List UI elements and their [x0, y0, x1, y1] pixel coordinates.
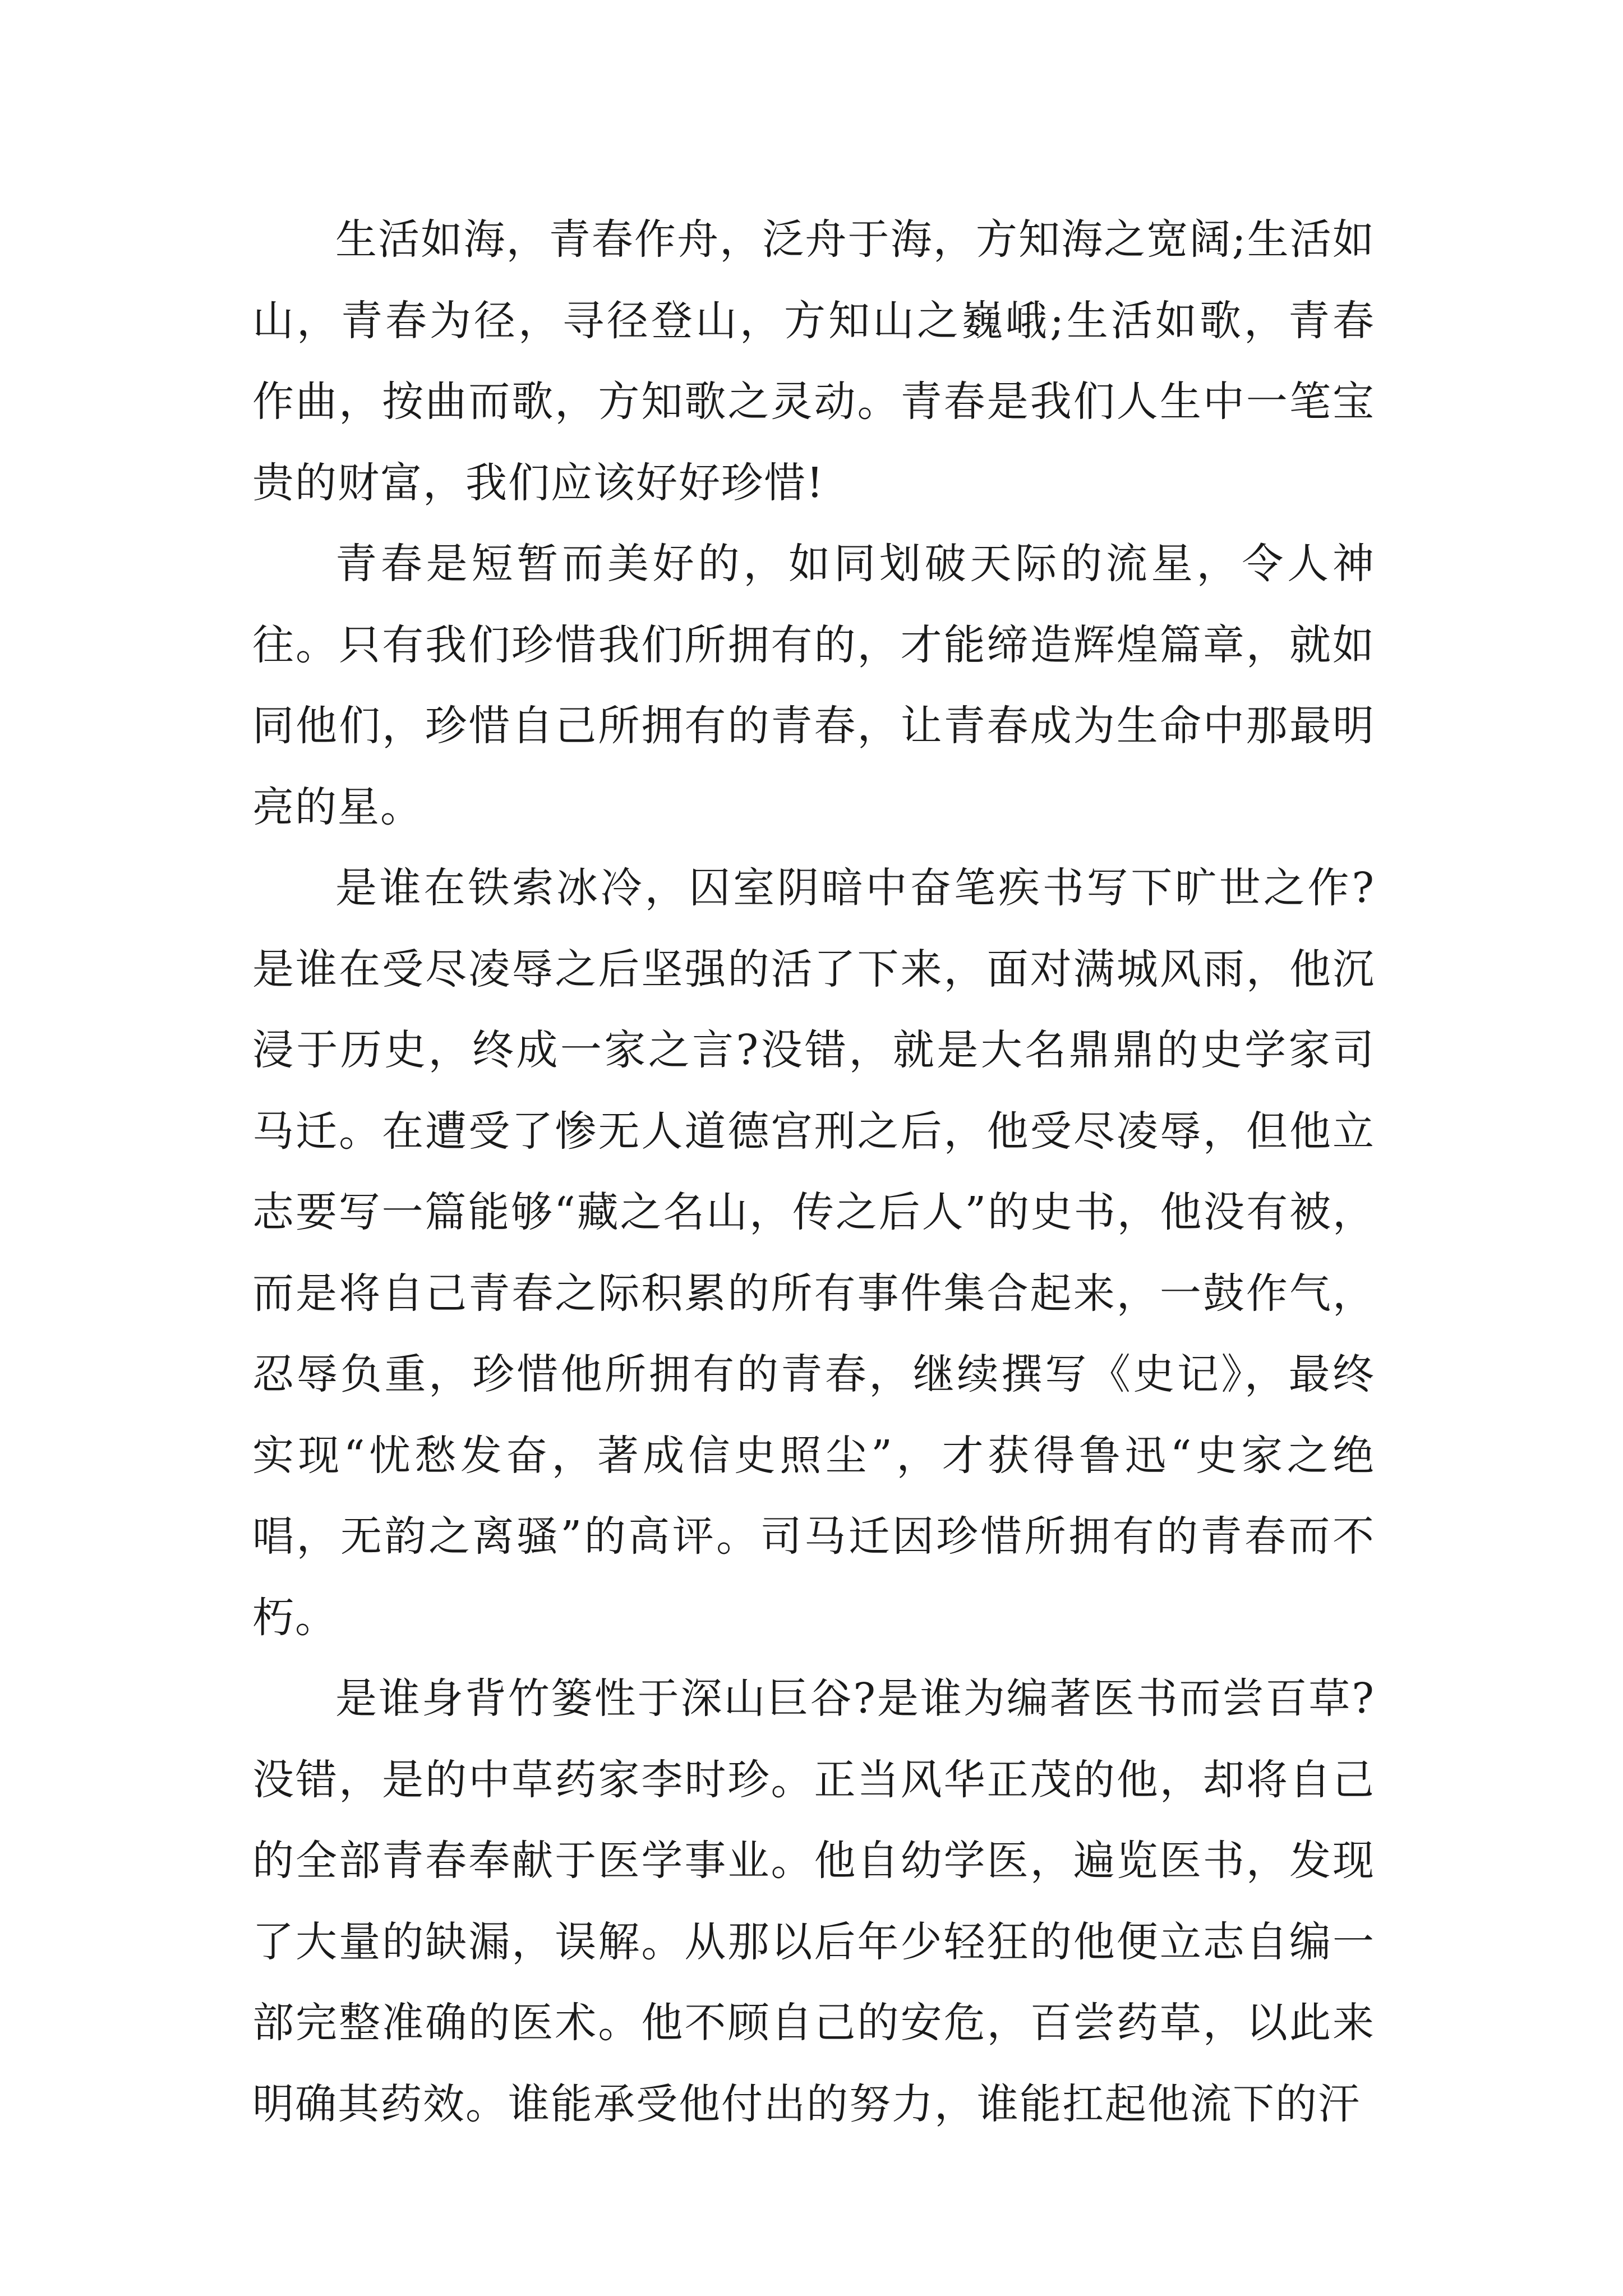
paragraph-1: 生活如海，青春作舟，泛舟于海，方知海之宽阔;生活如山，青春为径，寻径登山，方知山之巍峨;生活如歌，青春作曲，按曲而歌，方知歌之灵动。青春是我们人生中一笔宝贵的财富，我们应该好好珍惜!	[252, 215, 1375, 507]
paragraph-4: 是谁身背竹篓性于深山巨谷?是谁为编著医书而尝百草?没错，是的中草药家李时珍。正当风华正茂的他，却将自己的全部青春奉献于医学事业。他自幼学医，遍览医书，发现了大量的缺漏，误解。从那以后年少轻狂的他便立志自编一部完整准确的医术。他不顾自己的安危，百尝药草，以此来明确其药效。谁能承受他付出的努力，谁能扛起他流下的汗	[252, 1674, 1375, 2128]
document-body	[252, 199, 1375, 2145]
paragraph-3: 是谁在铁索冰冷，囚室阴暗中奋笔疾书写下旷世之作?是谁在受尽凌辱之后坚强的活了下来，面对满城风雨，他沉浸于历史，终成一家之言?没错，就是大名鼎鼎的史学家司马迁。在遭受了惨无人道德宫刑之后，他受尽凌辱，但他立志要写一篇能够“藏之名山，传之后人”的史书，他没有被，而是将自己青春之际积累的所有事件集合起来，一鼓作气，忍辱负重，珍惜他所拥有的青春，继续撰写《史记》，最终实现“忧愁发奋，著成信史照尘”，才获得鲁迅“史家之绝唱，无韵之离骚”的高评。司马迁因珍惜所拥有的青春而不朽。	[252, 864, 1375, 1642]
paragraph-2: 青春是短暂而美好的，如同划破天际的流星，令人神往。只有我们珍惜我们所拥有的，才能缔造辉煌篇章，就如同他们，珍惜自己所拥有的青春，让青春成为生命中那最明亮的星。	[252, 540, 1375, 831]
